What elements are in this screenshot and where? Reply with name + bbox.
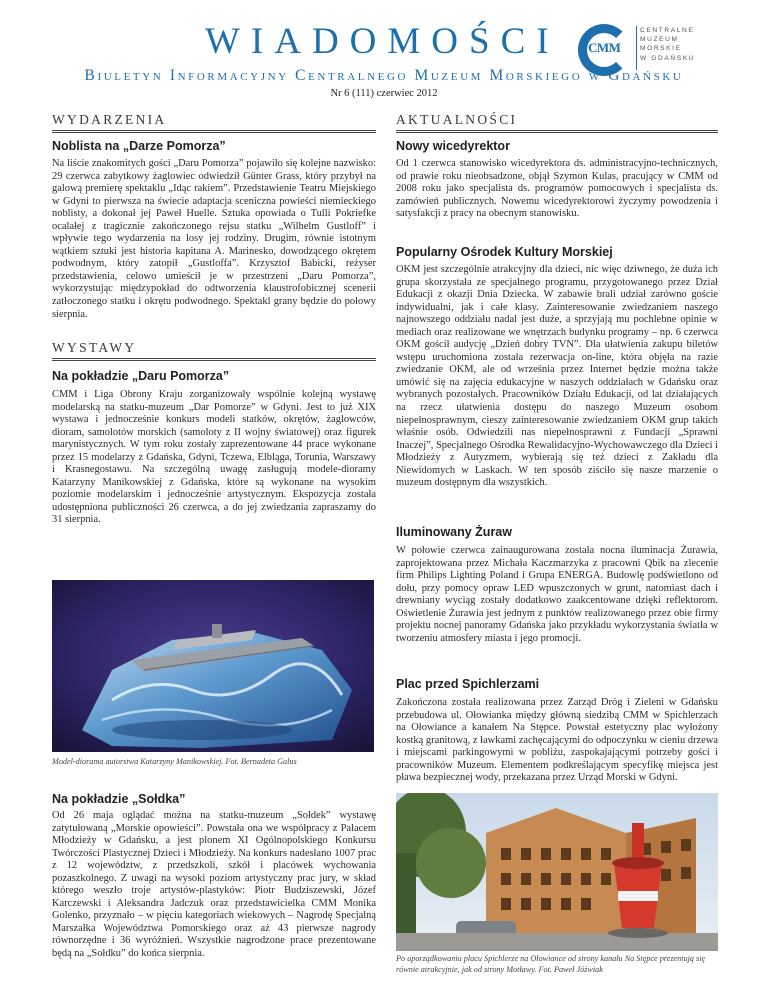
institution-line: MORSKIE xyxy=(640,45,682,53)
article-body-zuraw: W połowie czerwca zainaugurowana została nocna iluminacja Żurawia, zaprojektowana przez Michała Kaczmarzyka z pracowni Qbik na zlecenie firm Philips Lighting Poland i Grupa ENERGA. Budowlę podświetlono od dołu, przy pomocy opraw LED wpuszczonych w grunt, natomiast dach i drewniany wyciąg zostały dodatkowo zaakcentowane dzięki reflektorom. Oświetlenie Żurawia jest jednym z punktów realizowanego przez obie firmy projektu nocnej panoramy Gdańska jako przykładu wykorzystania światła w tworzeniu atmosfery miasta i jego promocji. xyxy=(396,545,718,644)
section-rule xyxy=(52,130,376,133)
institution-line: W GDAŃSKU xyxy=(640,54,696,62)
article-title-zuraw: Iluminowany Żuraw xyxy=(396,525,512,539)
masthead-subtitle: Biuletyn Informacyjny Centralnego Muzeum Morskiego w Gdańsku xyxy=(84,67,684,84)
diorama-photo xyxy=(52,580,374,752)
caption-spichlerze: Po uporządkowaniu placu Spichlerze na Ołowiance od strony kanału Na Stępce prezentują się równie atrakcyjnie, jak od strony Motławy. Fot. Paweł Jóźwiak xyxy=(396,954,706,974)
article-title-spichlerze: Plac przed Spichlerzami xyxy=(396,677,540,691)
article-body-soldek: Od 26 maja oglądać można na statku-muzeum „Sołdek” wystawę zatytułowaną „Morskie opowieści”. Powstała ona we współpracy z Pałacem Młodzieży w Gdańsku, a jest plonem XI Ogólnopolskiego Konkursu Twórczości Plastycznej Dzieci i Młodzieży. Na konkurs nadesłano 1007 prac z 12 województw, z przedszkoli, szkół i placówek wychowania pozaszkolnego. Z uwagi na wysoki poziom artystyczny prac jury, w skład którego weszło troje artystów-plastyków: Piotr Budziszewski, Józef Karczewski i Aleksandra Jadczuk oraz przedstawicielka CMM Monika Golenko, przyznało – w pięciu kategoriach wiekowych – Nagrodę Specjalną Marszałka Województwa Pomorskiego oraz aż 43 pierwsze nagrody równorzędne i 36 wyróżnień. Wszystkie nagrodzone prace prezentowane będą na „Sołdku” do końca sierpnia. xyxy=(52,810,376,960)
article-title-soldek: Na pokładzie „Sołdka” xyxy=(52,792,186,806)
granaries-photo xyxy=(396,793,718,951)
masthead xyxy=(0,14,768,74)
section-wystawy: WYSTAWY xyxy=(52,340,137,355)
section-aktualnosci: AKTUALNOŚCI xyxy=(396,112,518,127)
article-body-noblista: Na liście znakomitych gości „Daru Pomorza” pojawiło się kolejne nazwisko: 29 czerwca zabytkowy żaglowiec odwiedził Günter Grass, który przybył na galową premierę spektaklu „Idąc rakiem”. Przedstawienie Teatru Miejskiego w Gdyni to pierwsza na świecie adaptacja sceniczna powieści niemieckiego noblisty, a dokonał jej Paweł Huelle. Sztuka opowiada o Tulli Pokriefke ocalałej z tragicznie zakończonego rejsu statku „Wilhelm Gustloff” i wpływie tego wydarzenia na losy jej rodziny. Drugim, równie istotnym wątkiem sztuki jest historia kapitana A. Marinesko, dowodzącego okrętem podwodnym, który zatopił „Gustloffa”. Krzysztof Babicki, reżyser przedstawienia, celowo umieścił je w przestrzeni „Daru Pomorza”, wykorzystując międzypokład do odtworzenia klaustrofobicznej scenerii zatłoczonego statku i okrętu podwodnego. Spektakl grany będzie do połowy sierpnia. xyxy=(52,158,376,320)
article-title-noblista: Noblista na „Darze Pomorza” xyxy=(52,139,226,153)
section-rule xyxy=(52,358,376,361)
caption-diorama: Model-diorama autorstwa Katarzyny Manikowskiej. Fot. Bernadeta Galus xyxy=(52,757,297,766)
article-title-dar-pomorza: Na pokładzie „Daru Pomorza” xyxy=(52,369,230,383)
article-body-wicedyrektor: Od 1 czerwca stanowisko wicedyrektora ds. administracyjno-technicznych, od prawie roku nieobsadzone, objął Szymon Kulas, pracujący w CMM od 2008 roku jako specjalista ds. programów pomocowych i specjalista ds. zamówień publicznych. Nowemu wicedyrektorowi życzymy powodzenia i satysfakcji z pracy na obecnym stanowisku. xyxy=(396,158,718,220)
granaries-illustration xyxy=(396,793,718,951)
section-wydarzenia: WYDARZENIA xyxy=(52,112,167,127)
institution-name xyxy=(640,26,695,63)
article-title-wicedyrektor: Nowy wicedyrektor xyxy=(396,139,510,153)
issue-number: Nr 6 (111) czerwiec 2012 xyxy=(330,88,438,99)
logo-divider xyxy=(636,26,637,70)
institution-line: MUZEUM xyxy=(640,36,679,44)
article-body-dar-pomorza: CMM i Liga Obrony Kraju zorganizowały wspólnie kolejną wystawę modelarską na statku-muzeum „Dar Pomorze” w Gdyni. Jest to już XIX wystawa i jednocześnie konkurs modeli statków, okrętów, żaglowców, dioram, samolotów morskich (samoloty z II wojny światowej) oraz figurek marynistycznych. W tym roku zostały zaprezentowane 44 prace wykonane przez 15 modelarzy z Gdańska, Gdyni, Tczewa, Elbląga, Torunia, Warszawy i Krasnegostawu. Na szczególną uwagę zasługują modele-dioramy Katarzyny Manikowskiej z Gdańska, które są wykonane na wysokim poziomie modelarskim i jednocześnie artystycznym. Ekspozycja została udostępniona publiczności 26 czerwca, a do jej zwiedzania zapraszamy do 31 sierpnia. xyxy=(52,389,376,526)
masthead-title: WIADOMOŚCI xyxy=(205,21,560,62)
section-rule xyxy=(396,130,718,133)
article-title-okm: Popularny Ośrodek Kultury Morskiej xyxy=(396,245,613,259)
diorama-illustration xyxy=(52,580,374,752)
article-body-spichlerze: Zakończona została realizowana przez Zarząd Dróg i Zieleni w Gdańsku przebudowa ul. Ołowianka między główną siedzibą CMM w Spichlerzach na Ołowiance a kanałem Na Stępce. Powstał estetyczny plac wyłożony kostką granitową, z ławkami zachęcającymi do odpoczynku w cieniu drzewa i miejscami parkingowymi w pobliżu, zaspokajającymi potrzeby gości i pracowników Muzeum. Elementem podkreślającym specyfikę miejsca jest pława bezpiecznej wody, przekazana przez Urząd Morski w Gdyni. xyxy=(396,697,718,784)
logo-text: CMM xyxy=(588,40,621,55)
article-body-okm: OKM jest szczególnie atrakcyjny dla dzieci, nic więc dziwnego, że duża ich grupa skorzystała ze specjalnego programu, przygotowanego przez Dział Edukacji z okazji Dnia Dziecka. W zabawie brali udział zarówno goście indywidualni, jak i całe klasy. Zainteresowanie zwiedzaniem naszego najnowszego oddziału nadal jest duże, a sprzyjają mu pochlebne opinie w mediach oraz realizowane we wnętrzach budynku programy – np. 6 czerwca OKM gościł audycję „Dzień dobry TVN”. Dla ułatwienia zakupu biletów wstępu uruchomiona została rezerwacja on-line, która objęła na razie zwiedzanie OKM, ale od września przez Internet będzie można także umówić się na zajęcia edukacyjne w naszych oddziałach w Gdańsku oraz wybranych pozostałych. Pracowników Działu Edukacji, od lat działających na rzecz ułatwienia dostępu do naszego Muzeum osobom niepełnosprawnym, cieszy zainteresowanie zwiedzaniem OKM grup takich właśnie osób. Odwiedzili nas niepełnosprawni z Fundacji „Sprawni Inaczej”, Specjalnego Ośrodka Rewalidacyjno-Wychowawczego dla Dzieci i Młodzieży z Autyzmem, wybierają się też dzieci z Zakładu dla Niewidomych w Laskach. W ten sposób ziściło się nasze marzenie o muzeum dostępnym dla wszystkich. xyxy=(396,264,718,489)
institution-line: CENTRALNE xyxy=(640,27,695,34)
